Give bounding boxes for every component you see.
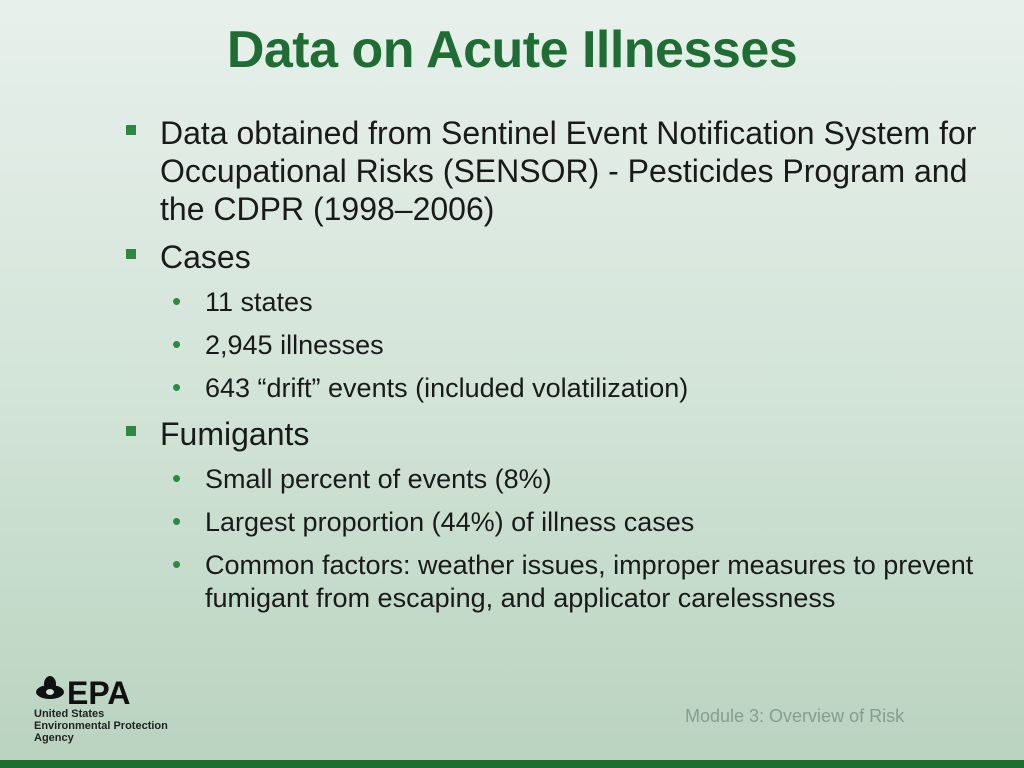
- bullet-item: [122, 114, 1002, 228]
- sub-bullet-text: 643 “drift” events (included volatilization): [205, 373, 689, 403]
- sub-bullet-text: Common factors: weather issues, improper measures to prevent fumigant from escaping, and applicator carelessness: [205, 550, 974, 613]
- epa-agency-name: [34, 708, 168, 744]
- slide-title: Data on Acute Illnesses: [226, 21, 798, 79]
- square-bullet-icon: [126, 426, 136, 436]
- sub-bullet-text: Largest proportion (44%) of illness cases: [205, 507, 695, 537]
- dot-bullet-icon: •: [172, 329, 182, 359]
- dot-bullet-icon: •: [172, 286, 182, 316]
- sub-bullet-text: 2,945 illnesses: [205, 330, 384, 360]
- sub-bullet-text: Small percent of events (8%): [205, 464, 552, 494]
- epa-flower-icon: [36, 676, 64, 699]
- logo-line: Environmental Protection: [34, 720, 168, 732]
- bullet-item: [122, 415, 1002, 453]
- sub-bullet-item: [122, 463, 1002, 496]
- bullet-text: Fumigants: [160, 416, 310, 452]
- dot-bullet-icon: •: [172, 549, 182, 579]
- footer-text: Module 3: Overview of Risk: [685, 706, 905, 726]
- dot-bullet-icon: •: [172, 372, 182, 402]
- bullet-text: Cases: [160, 239, 251, 275]
- square-bullet-icon: [126, 125, 136, 135]
- bullet-text: Data obtained from Sentinel Event Notification System for Occupational Risks (SENSOR) - Pesticides Program and the CDPR (1998–2006): [160, 115, 977, 227]
- sub-bullet-item: [122, 506, 1002, 539]
- bottom-bar: [0, 760, 1024, 768]
- bullet-list: [122, 114, 1002, 625]
- logo-line: Agency: [34, 732, 74, 744]
- dot-bullet-icon: •: [172, 463, 182, 493]
- sub-bullet-item: [122, 372, 1002, 405]
- dot-bullet-icon: •: [172, 506, 182, 536]
- square-bullet-icon: [126, 249, 136, 259]
- sub-bullet-item: [122, 549, 1002, 615]
- bullet-item: [122, 238, 1002, 276]
- epa-wordmark: EPA: [67, 675, 131, 711]
- sub-bullet-text: 11 states: [205, 287, 313, 317]
- sub-bullet-item: [122, 329, 1002, 362]
- logo-line: United States: [34, 708, 105, 720]
- sub-bullet-item: [122, 286, 1002, 319]
